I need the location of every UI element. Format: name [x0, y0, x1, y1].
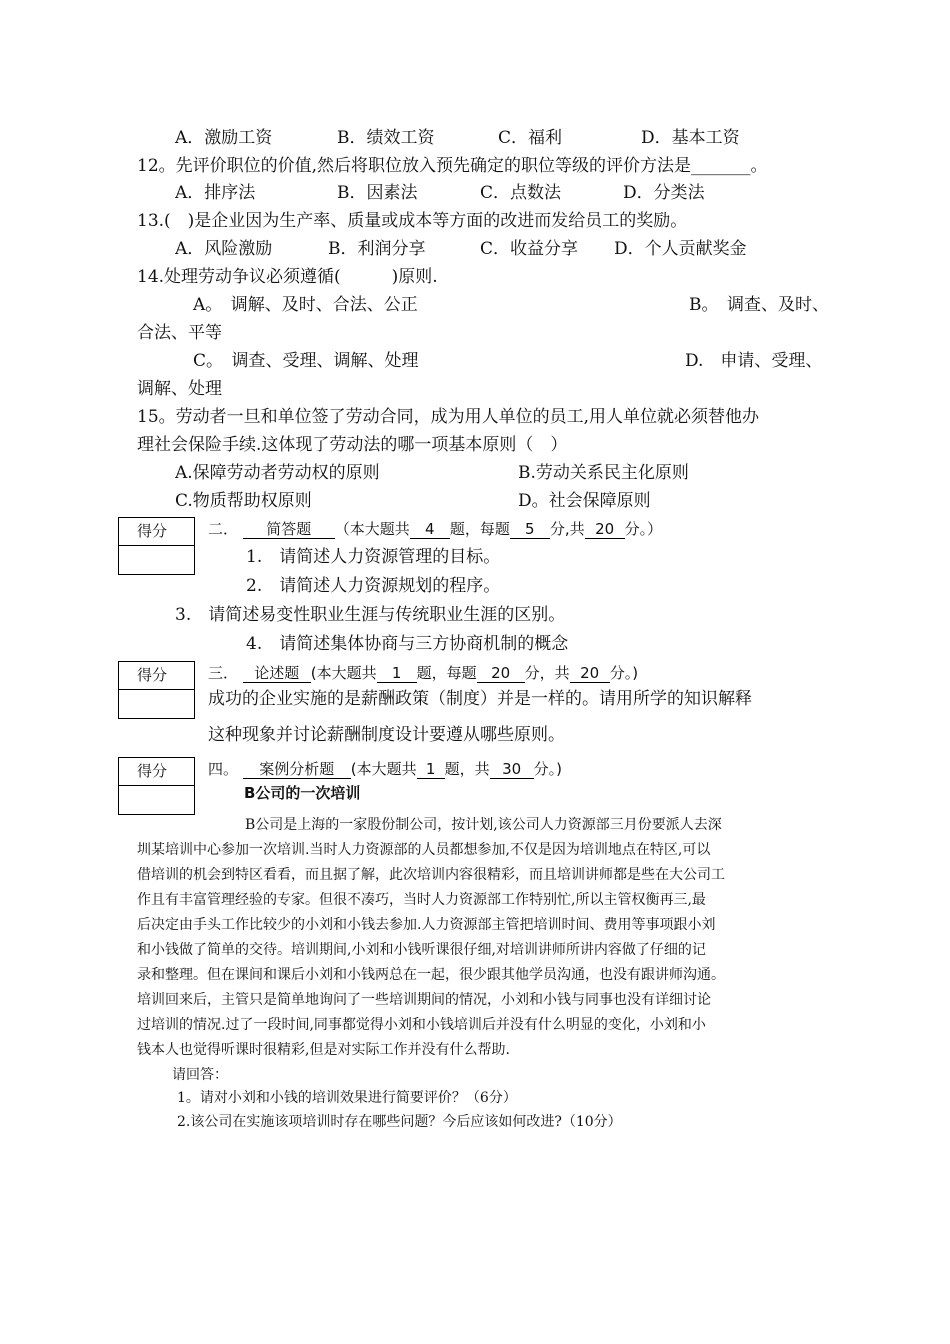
q15-option-d: D。社会保障原则	[518, 491, 651, 511]
case-paragraph-line: 和小钱做了简单的交待。培训期间,小刘和小钱听课很仔细,对培训讲师所讲内容做了仔细的记	[137, 942, 706, 958]
section-3-question-line1: 成功的企业实施的是薪酬政策（制度）并是一样的。请用所学的知识解释	[208, 689, 752, 709]
section-4-total: 30	[490, 761, 534, 779]
q12-option-a: A．排序法	[175, 183, 256, 203]
q14-option-b: B。 调查、及时、	[689, 295, 829, 315]
q14-text: 14.处理劳动争议必须遵循( )原则.	[137, 267, 438, 287]
section-4-name: 案例分析题	[243, 761, 351, 779]
case-paragraph-line: 钱本人也觉得听课时很精彩,但是对实际工作并没有什么帮助.	[137, 1042, 510, 1058]
q13-option-d: D．个人贡献奖金	[614, 239, 747, 259]
q14-option-b-cont: 合法、平等	[137, 323, 222, 343]
q14-option-a: A。 调解、及时、合法、公正	[193, 295, 418, 315]
case-ask-label: 请回答：	[172, 1067, 228, 1083]
score-box-section-4	[118, 757, 195, 815]
score-label: 得分	[119, 662, 194, 690]
q13-option-b: B．利润分享	[328, 239, 426, 259]
score-label: 得分	[119, 758, 194, 786]
q11-option-b: B．绩效工资	[337, 128, 435, 148]
case-paragraph-line: 圳某培训中心参加一次培训.当时人力资源部的人员都想参加,不仅是因为培训地点在特区,可以	[137, 842, 711, 858]
q15-text-line1: 15。劳动者一旦和单位签了劳动合同，成为用人单位的员工,用人单位就必须替他办	[137, 407, 760, 427]
section-2-item-1: 1. 请简述人力资源管理的目标。	[246, 547, 501, 567]
section-2-total: 20	[585, 521, 625, 539]
q12-option-c: C．点数法	[480, 183, 562, 203]
section-3-header: 三． 论述题 (本大题共 1 题，每题 20 分，共 20 分。)	[208, 664, 639, 682]
case-paragraph-line: 录和整理。但在课间和课后小刘和小钱两总在一起，很少跟其他学员沟通，也没有跟讲师沟通。	[137, 967, 725, 983]
q13-text: 13.( )是企业因为生产率、质量或成本等方面的改进而发给员工的奖励。	[137, 211, 688, 231]
section-4-header: 四。 案例分析题 (本大题共 1 题，共 30 分。)	[208, 760, 563, 778]
q13-option-a: A．风险激励	[175, 239, 273, 259]
section-2-item-4: 4. 请简述集体协商与三方协商机制的概念	[246, 634, 569, 654]
score-label: 得分	[119, 518, 194, 546]
case-paragraph-line: 过培训的情况.过了一段时间,同事都觉得小刘和小钱培训后并没有什么明显的变化，小刘和小	[137, 1017, 706, 1033]
q11-option-a: A．激励工资	[175, 128, 273, 148]
section-2-item-3: 3. 请简述易变性职业生涯与传统职业生涯的区别。	[175, 605, 566, 625]
section-2-name: 简答题	[243, 521, 335, 539]
q13-option-c: C．收益分享	[480, 239, 579, 259]
q15-option-a: A.保障劳动者劳动权的原则	[175, 463, 380, 483]
q14-option-d-cont: 调解、处理	[137, 379, 222, 399]
section-4-count: 1	[417, 761, 445, 779]
case-title: B公司的一次培训	[244, 784, 361, 802]
q14-option-c: C。 调查、受理、调解、处理	[193, 351, 419, 371]
case-question-1: 1。请对小刘和小钱的培训效果进行简要评价？（6分）	[177, 1090, 517, 1106]
case-paragraph-line: 后决定由手头工作比较少的小刘和小钱去参加.人力资源部主管把培训时间、费用等事项跟小刘	[137, 917, 716, 933]
section-3-count: 1	[377, 665, 417, 683]
score-box-section-3	[118, 661, 195, 719]
score-box-section-2	[118, 517, 195, 575]
q11-option-d: D．基本工资	[641, 128, 740, 148]
case-paragraph-line: 培训回来后，主管只是简单地询问了一些培训期间的情况，小刘和小钱与同事也没有详细讨论	[137, 992, 711, 1008]
section-2-header: 二． 简答题 （本大题共 4 题，每题 5 分,共 20 分。）	[208, 520, 663, 538]
section-2-item-2: 2. 请简述人力资源规划的程序。	[246, 576, 501, 596]
case-paragraph-line: B公司是上海的一家股份制公司，按计划,该公司人力资源部三月份要派人去深	[245, 817, 722, 833]
q15-text-line2: 理社会保险手续.这体现了劳动法的哪一项基本原则（ ）	[137, 435, 568, 455]
case-paragraph-line: 借培训的机会到特区看看，而且据了解，此次培训内容很精彩，而且培训讲师都是些在大公司工	[137, 867, 725, 883]
q15-option-b: B.劳动关系民主化原则	[518, 463, 689, 483]
section-2-each: 5	[510, 521, 550, 539]
q12-option-d: D．分类法	[623, 183, 705, 203]
case-paragraph-line: 作且有丰富管理经验的专家。但很不凑巧，当时人力资源部工作特别忙,所以主管权衡再三,最	[137, 892, 706, 908]
q12-text: 12。先评价职位的价值,然后将职位放入预先确定的职位等级的评价方法是_______。	[137, 156, 768, 176]
section-2-count: 4	[410, 521, 450, 539]
q15-option-c: C.物质帮助权原则	[175, 491, 312, 511]
section-3-each: 20	[477, 665, 525, 683]
case-question-2: 2.该公司在实施该项培训时存在哪些问题？今后应该如何改进?（10分）	[177, 1114, 622, 1130]
q14-option-d: D. 申请、受理、	[685, 351, 823, 371]
section-3-question-line2: 这种现象并讨论薪酬制度设计要遵从哪些原则。	[208, 725, 565, 745]
section-3-name: 论述题	[243, 665, 311, 683]
section-3-total: 20	[570, 665, 610, 683]
q11-option-c: C．福利	[498, 128, 563, 148]
q12-option-b: B．因素法	[337, 183, 418, 203]
